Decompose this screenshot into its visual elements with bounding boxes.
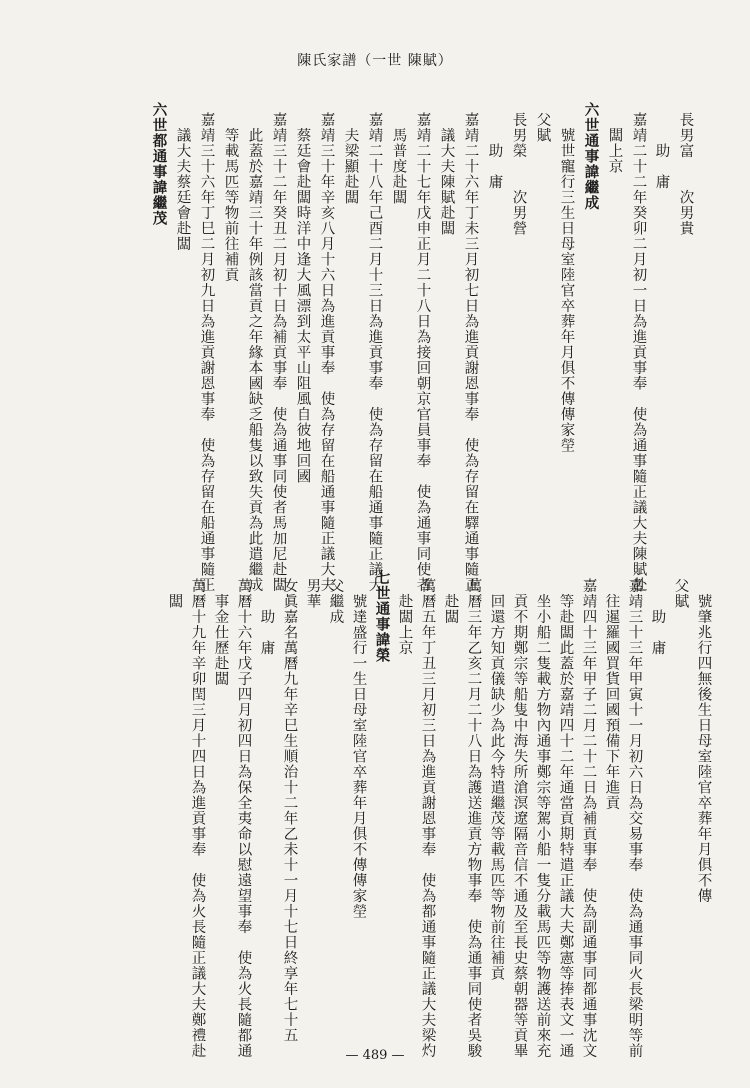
text-column: 助 庸 [486, 112, 503, 190]
text-column: 夫梁顯赴闆 [342, 112, 359, 205]
text-column: 闆上京 [606, 112, 623, 174]
text-column: 嘉靖四十三年甲子二月二十二日為補貢事奉 使為副通事同都通事沈文 [580, 578, 597, 1059]
text-column: 嘉靖二十六年丁未三月初七日為進貢謝恩事奉 使為存留在驛通事隨正 [462, 112, 479, 593]
text-column: 嘉靖二十八年己酉二月十三日為進貢事奉 使為存留在船通事隨正議大 [366, 112, 383, 593]
text-column: 嘉靖三十三年甲寅十一月初六日為交易事奉 使為通事同火長梁明等前 [626, 578, 643, 1059]
text-column: 長男富 次男貴 [677, 112, 694, 236]
text-column: 回還方知貢儀缺少為此今特遣繼茂等載馬匹等物前往補貢 [488, 578, 505, 981]
text-column: 闆 [166, 578, 183, 609]
text-column: 嘉靖二十二年癸卯二月初一日為進貢事奉 使為通事隨正議大夫陳賦赴 [630, 112, 647, 593]
text-column: 蔡廷會赴闆時洋中逢大風漂到太平山阻風自彼地回國 [294, 112, 311, 484]
text-column: 助 庸 [653, 112, 670, 190]
text-column: 號肇兆行四無後生日母室陸官卒葬年月俱不傳 [695, 578, 712, 904]
text-column: 號世寵行三生日母室陸官卒葬年月俱不傳傳家塋 [558, 112, 575, 453]
text-column: 事金仕歷赴闆 [212, 578, 229, 687]
text-column: 馬普度赴闆 [390, 112, 407, 205]
text-column: 嘉靖三十六年丁巳二月初九日為進貢謝恩事奉 使為存留在船通事隨正 [198, 112, 215, 593]
text-column: 萬曆五年丁丑三月初三日為進貢謝恩事奉 使為都通事隨正議大夫梁灼 [419, 578, 436, 1059]
text-column: 赴闆上京 [396, 578, 413, 656]
text-column: 萬曆三年乙亥二月二十八日為護送進貢方物事奉 使為通事同使者吳駿 [465, 578, 482, 1059]
text-column: 嘉靖三十年辛亥八月十六日為進貢事奉 使為存留在船通事隨正議大夫 [318, 112, 335, 593]
text-column: 萬曆十九年辛卯閏三月十四日為進貢事奉 使為火長隨正議大夫鄭禮赴 [189, 578, 206, 1059]
text-column: 助 庸 [649, 578, 666, 656]
text-column: 等赴闆此蓋於嘉靖四十二年通當貢期特遣正議大夫鄭憲等捧表文一通 [557, 578, 574, 1059]
text-column: 父賦 [672, 578, 689, 609]
section-heading: 六世都通事諱繼茂 [150, 102, 167, 226]
text-column: 貢不期鄭宗等船隻中海失所滄溟遼隔音信不通及至長史蔡朝器等貢畢 [511, 578, 528, 1059]
text-column: 嘉靖二十七年戊申正月二十八日為接回朝京官員事奉 使為通事同使者 [414, 112, 431, 593]
text-column: 女眞嘉名萬曆九年辛巳生順治十二年乙未十一月十七日終享年七十五 [281, 578, 298, 1043]
text-column: 議大夫蔡廷會赴闆 [174, 112, 191, 252]
text-column: 男華 [304, 578, 321, 609]
text-column: 議大夫陳賦赴闆 [438, 112, 455, 236]
text-column: 坐小船二隻載方物內通事鄭宗等駕小船一隻分載馬匹等物護送前來充 [534, 578, 551, 1059]
page-number: — 489 — [345, 1048, 405, 1063]
text-column: 長男榮 次男營 [510, 112, 527, 236]
text-column: 此蓋於嘉靖三十年例該當貢之年緣本國缺乏船隻以致失貢為此遣繼成 [246, 112, 263, 593]
text-column: 等載馬匹等物前往補貢 [222, 112, 239, 283]
running-title: 陳氏家譜（一世 陳賦） [297, 53, 453, 69]
text-column: 往暹羅國買貨回國預備下年進貢 [603, 578, 620, 811]
text-column: 助 庸 [258, 578, 275, 656]
text-column: 父賦 [534, 112, 551, 143]
text-column: 赴闆 [442, 578, 459, 625]
text-column: 萬曆十六年戊子四月初四日為保全夷命以慰遠望事奉 使為火長隨都通 [235, 578, 252, 1059]
text-column: 父繼成 [327, 578, 344, 625]
section-heading: 六世通事諱繼成 [582, 102, 599, 211]
section-heading: 七世通事諱榮 [373, 570, 390, 663]
text-column: 號達盛行一生日母室陸官卒葬年月俱不傳傳家塋 [350, 578, 367, 919]
text-column: 嘉靖三十二年癸丑二月初十日為補貢事奉 使為通事同使者馬加尼赴闆 [270, 112, 287, 593]
